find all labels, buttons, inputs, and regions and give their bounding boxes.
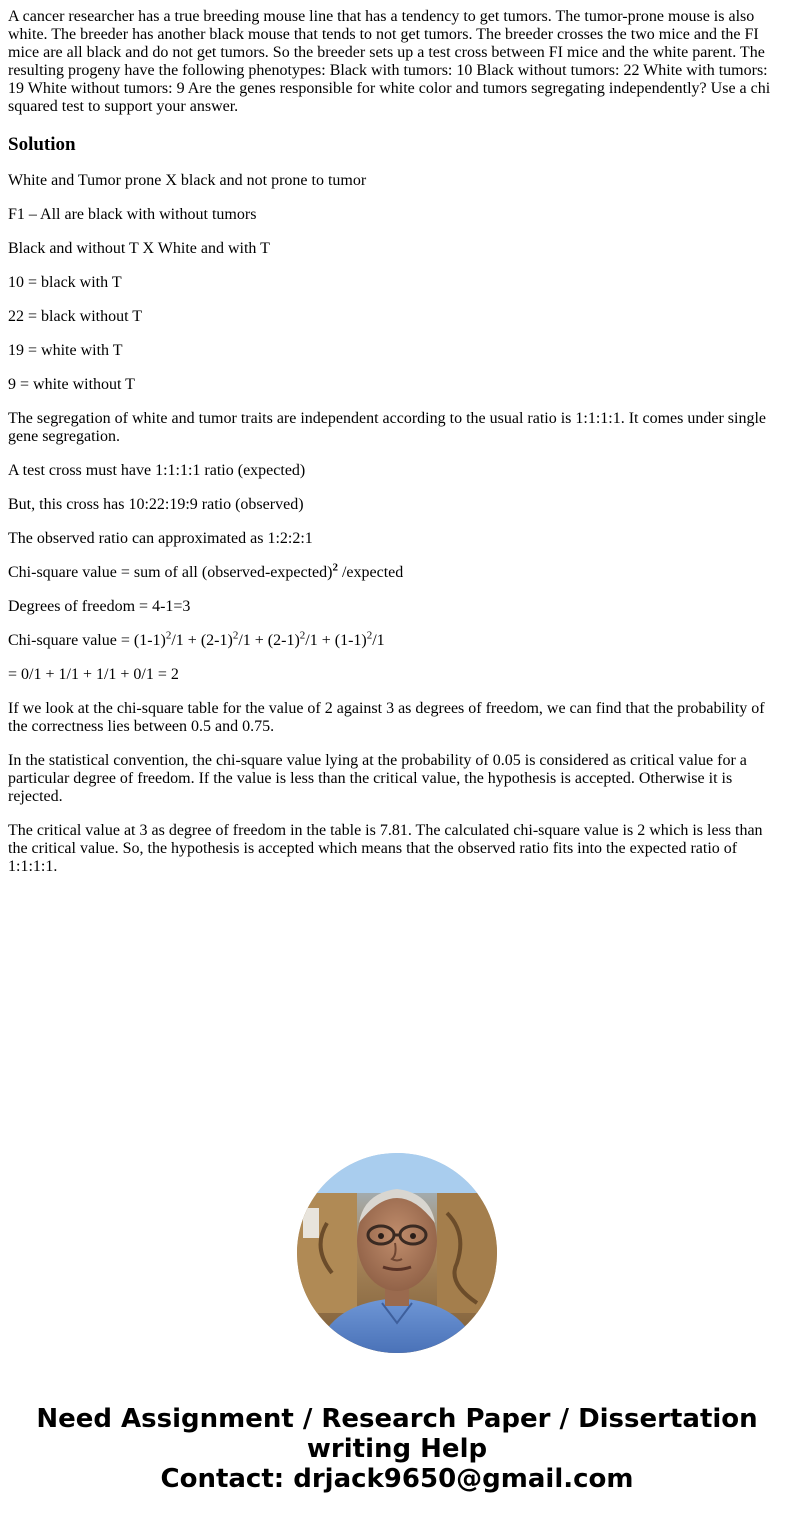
- solution-line: In the statistical convention, the chi-square value lying at the probability of 0.05 is considered as critical value for a particular degree of freedom. If the value is less than the critical value, the hypothesis is accepted. Otherwise it is rejected.: [8, 752, 747, 805]
- calc-exponent: 2: [366, 629, 373, 642]
- solution-line: 19 = white with T: [8, 342, 123, 359]
- solution-line: The critical value at 3 as degree of freedom in the table is 7.81. The calculated chi-square value is 2 which is less than the critical value. So, the hypothesis is accepted which means that the observed ratio fits into the expected ratio of 1:1:1:1.: [8, 822, 763, 875]
- solution-line: The observed ratio can approximated as 1:2:2:1: [8, 530, 313, 547]
- calc-part: Chi-square value = (1-1): [8, 632, 166, 649]
- calc-exponent: 2: [299, 629, 306, 642]
- chi-def-text: Chi-square value = sum of all (observed-expected): [8, 564, 333, 581]
- chi-def-text-end: /expected: [337, 564, 404, 581]
- calc-part: /1 + (2-1): [171, 632, 233, 649]
- chi-def-exponent: 2: [332, 561, 338, 574]
- chi-square-calculation: [8, 629, 778, 650]
- solution-line: 9 = white without T: [8, 376, 135, 393]
- calc-part: /1 + (2-1): [238, 632, 300, 649]
- calc-part: /1: [372, 632, 385, 649]
- solution-line: If we look at the chi-square table for the value of 2 against 3 as degrees of freedom, we can find that the probability of the correctness lies between 0.5 and 0.75.: [8, 700, 765, 735]
- footer-banner: [0, 1404, 794, 1494]
- solution-line: White and Tumor prone X black and not prone to tumor: [8, 172, 367, 189]
- solution-line: F1 – All are black with without tumors: [8, 206, 257, 223]
- document-body: [8, 8, 778, 892]
- solution-line: 10 = black with T: [8, 274, 122, 291]
- calc-exponent: 2: [165, 629, 172, 642]
- footer-contact: Contact: drjack9650@gmail.com: [160, 1464, 634, 1494]
- solution-line: = 0/1 + 1/1 + 1/1 + 0/1 = 2: [8, 666, 179, 683]
- chi-square-definition: [8, 561, 778, 582]
- avatar-portrait: [297, 1153, 497, 1353]
- author-avatar: [297, 1153, 497, 1353]
- solution-heading: Solution: [8, 134, 76, 155]
- solution-line: 22 = black without T: [8, 308, 143, 325]
- footer-line: writing Help: [306, 1434, 488, 1464]
- calc-part: /1 + (1-1): [305, 632, 367, 649]
- solution-line: The segregation of white and tumor traits are independent according to the usual ratio is 1:1:1:1. It comes under single gene segregation.: [8, 410, 767, 445]
- solution-line: Degrees of freedom = 4-1=3: [8, 598, 191, 615]
- footer-line: Need Assignment / Research Paper / Dissertation: [36, 1404, 758, 1434]
- calc-exponent: 2: [232, 629, 239, 642]
- solution-line: But, this cross has 10:22:19:9 ratio (observed): [8, 496, 304, 513]
- question-text: A cancer researcher has a true breeding mouse line that has a tendency to get tumors. The tumor-prone mouse is also white. The breeder has another black mouse that tends to not get tumors. The breeder crosses the two mice and the FI mice are all black and do not get tumors. So the breeder sets up a test cross between FI mice and the white parent. The resulting progeny have the following phenotypes: Black with tumors: 10 Black without tumors: 22 White with tumors: 19 White without tumors: 9 Are the genes responsible for white color and tumors segregating independently? Use a chi squared test to support your answer.: [8, 8, 771, 115]
- solution-line: A test cross must have 1:1:1:1 ratio (expected): [8, 462, 306, 479]
- solution-line: Black and without T X White and with T: [8, 240, 270, 257]
